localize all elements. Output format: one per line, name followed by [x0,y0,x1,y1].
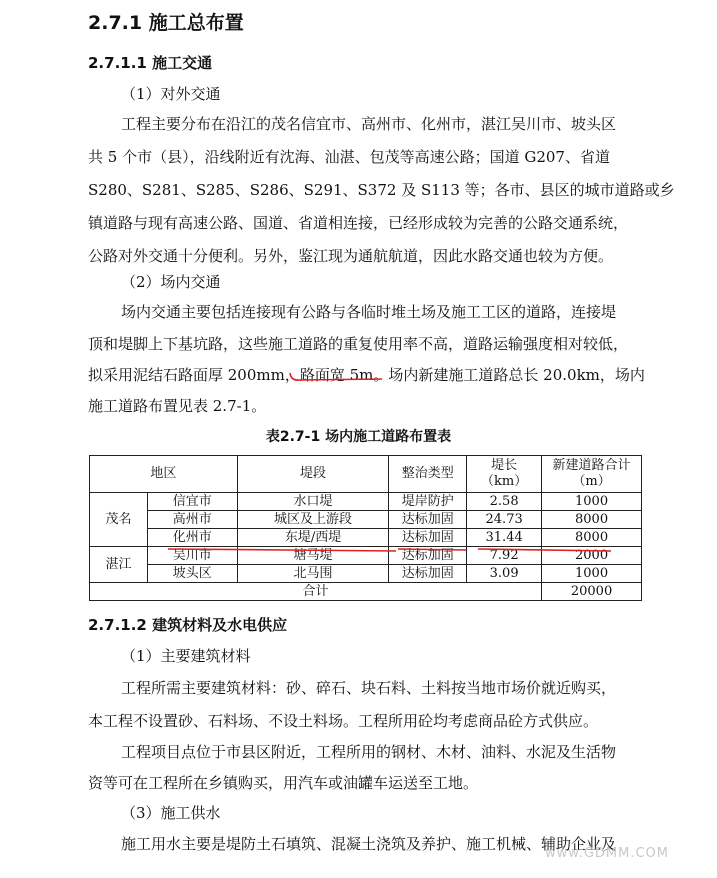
area-cell: 高州市 [147,511,237,529]
region-cell: 茂名 [90,493,148,547]
paragraph-line: S280、S281、S285、S286、S291、S372 及 S113 等；各市、县区的城市道路或乡 [88,181,675,199]
header-dike: 堤段 [237,456,389,493]
paragraph-line: 本工程不设置砂、石料场、不设土料场。工程所用砼均考虑商品砼方式供应。 [88,712,599,730]
dike-cell: 东堤/西堤 [237,529,389,547]
paragraph-line: 顶和堤脚上下基坑路，这些施工道路的重复使用率不高，道路运输强度相对较低， [88,335,629,353]
dike-cell: 水口堤 [237,493,389,511]
paragraph-line: 共 5 个市（县），沿线附近有沈海、汕湛、包茂等高速公路；国道 G207、省道 [88,148,610,166]
type-cell: 堤岸防护 [389,493,467,511]
type-cell: 达标加固 [389,565,467,583]
type-cell: 达标加固 [389,529,467,547]
type-cell: 达标加固 [389,511,467,529]
road-cell: 2000 [542,547,642,565]
table-row [90,511,642,529]
road-layout-table [89,455,642,601]
paragraph-line: 施工道路布置见表 2.7-1。 [88,397,267,415]
road-width-highlight: 路面宽 5m [299,366,374,384]
total-label: 合计 [90,583,542,601]
paragraph-line: 施工用水主要是堤防土石填筑、混凝土浇筑及养护、施工机械、辅助企业及 [121,835,617,853]
area-cell: 坡头区 [147,565,237,583]
road-thickness-text: 拟采用泥结石路面厚 200mm， [88,366,300,384]
length-cell: 7.92 [467,547,542,565]
length-cell: 24.73 [467,511,542,529]
subsection-heading-traffic: 2.7.1.1 施工交通 [88,54,213,72]
road-length-text: 。场内新建施工道路总长 20.0km，场内 [373,366,645,384]
paragraph-line: 资等可在工程所在乡镇购买，用汽车或油罐车运送至工地。 [88,774,479,792]
total-value: 20000 [542,583,642,601]
paragraph-line: 工程主要分布在沿江的茂名信宜市、高州市、化州市，湛江吴川市、坡头区 [121,115,617,133]
length-cell: 3.09 [467,565,542,583]
length-cell: 31.44 [467,529,542,547]
materials-title: （1）主要建筑材料 [121,647,251,665]
table-row [90,565,642,583]
header-region: 地区 [90,456,238,493]
header-road: 新建道路合计 （m） [542,456,642,493]
subsection-heading-materials: 2.7.1.2 建筑材料及水电供应 [88,616,288,634]
dike-cell: 塘马堤 [237,547,389,565]
paragraph-line: 工程所需主要建筑材料：砂、碎石、块石料、土料按当地市场价就近购买， [121,679,617,697]
type-cell: 达标加固 [389,547,467,565]
header-length: 堤长 （km） [467,456,542,493]
paragraph-line: 镇道路与现有高速公路、国道、省道相连接，已经形成较为完善的公路交通系统， [88,214,629,232]
table-total-row [90,583,642,601]
table-caption: 表2.7-1 场内施工道路布置表 [265,429,452,445]
road-cell: 1000 [542,493,642,511]
road-cell: 8000 [542,511,642,529]
internal-traffic-title: （2）场内交通 [121,273,221,291]
section-title: 2.7.1 施工总布置 [88,12,244,34]
water-supply-title: （3）施工供水 [121,804,221,822]
dike-cell: 城区及上游段 [237,511,389,529]
length-cell: 2.58 [467,493,542,511]
red-underline-annotation [288,370,384,384]
paragraph-line: 公路对外交通十分便利。另外，鉴江现为通航航道，因此水路交通也较为方便。 [88,247,614,265]
table-row [90,493,642,511]
area-cell: 吴川市 [147,547,237,565]
header-type: 整治类型 [389,456,467,493]
area-cell: 化州市 [147,529,237,547]
red-underline-annotation [166,540,616,556]
dike-cell: 北马围 [237,565,389,583]
road-cell: 1000 [542,565,642,583]
table-header-row [90,456,642,493]
paragraph-line: 工程项目点位于市县区附近，工程所用的钢材、木材、油料、水泥及生活物 [121,743,617,761]
region-cell: 湛江 [90,547,148,583]
external-traffic-title: （1）对外交通 [121,85,221,103]
paragraph-line: 场内交通主要包括连接现有公路与各临时堆土场及施工工区的道路，连接堤 [121,303,617,321]
area-cell: 信宜市 [147,493,237,511]
watermark: www.GDMM.COM [544,846,669,861]
road-cell: 8000 [542,529,642,547]
